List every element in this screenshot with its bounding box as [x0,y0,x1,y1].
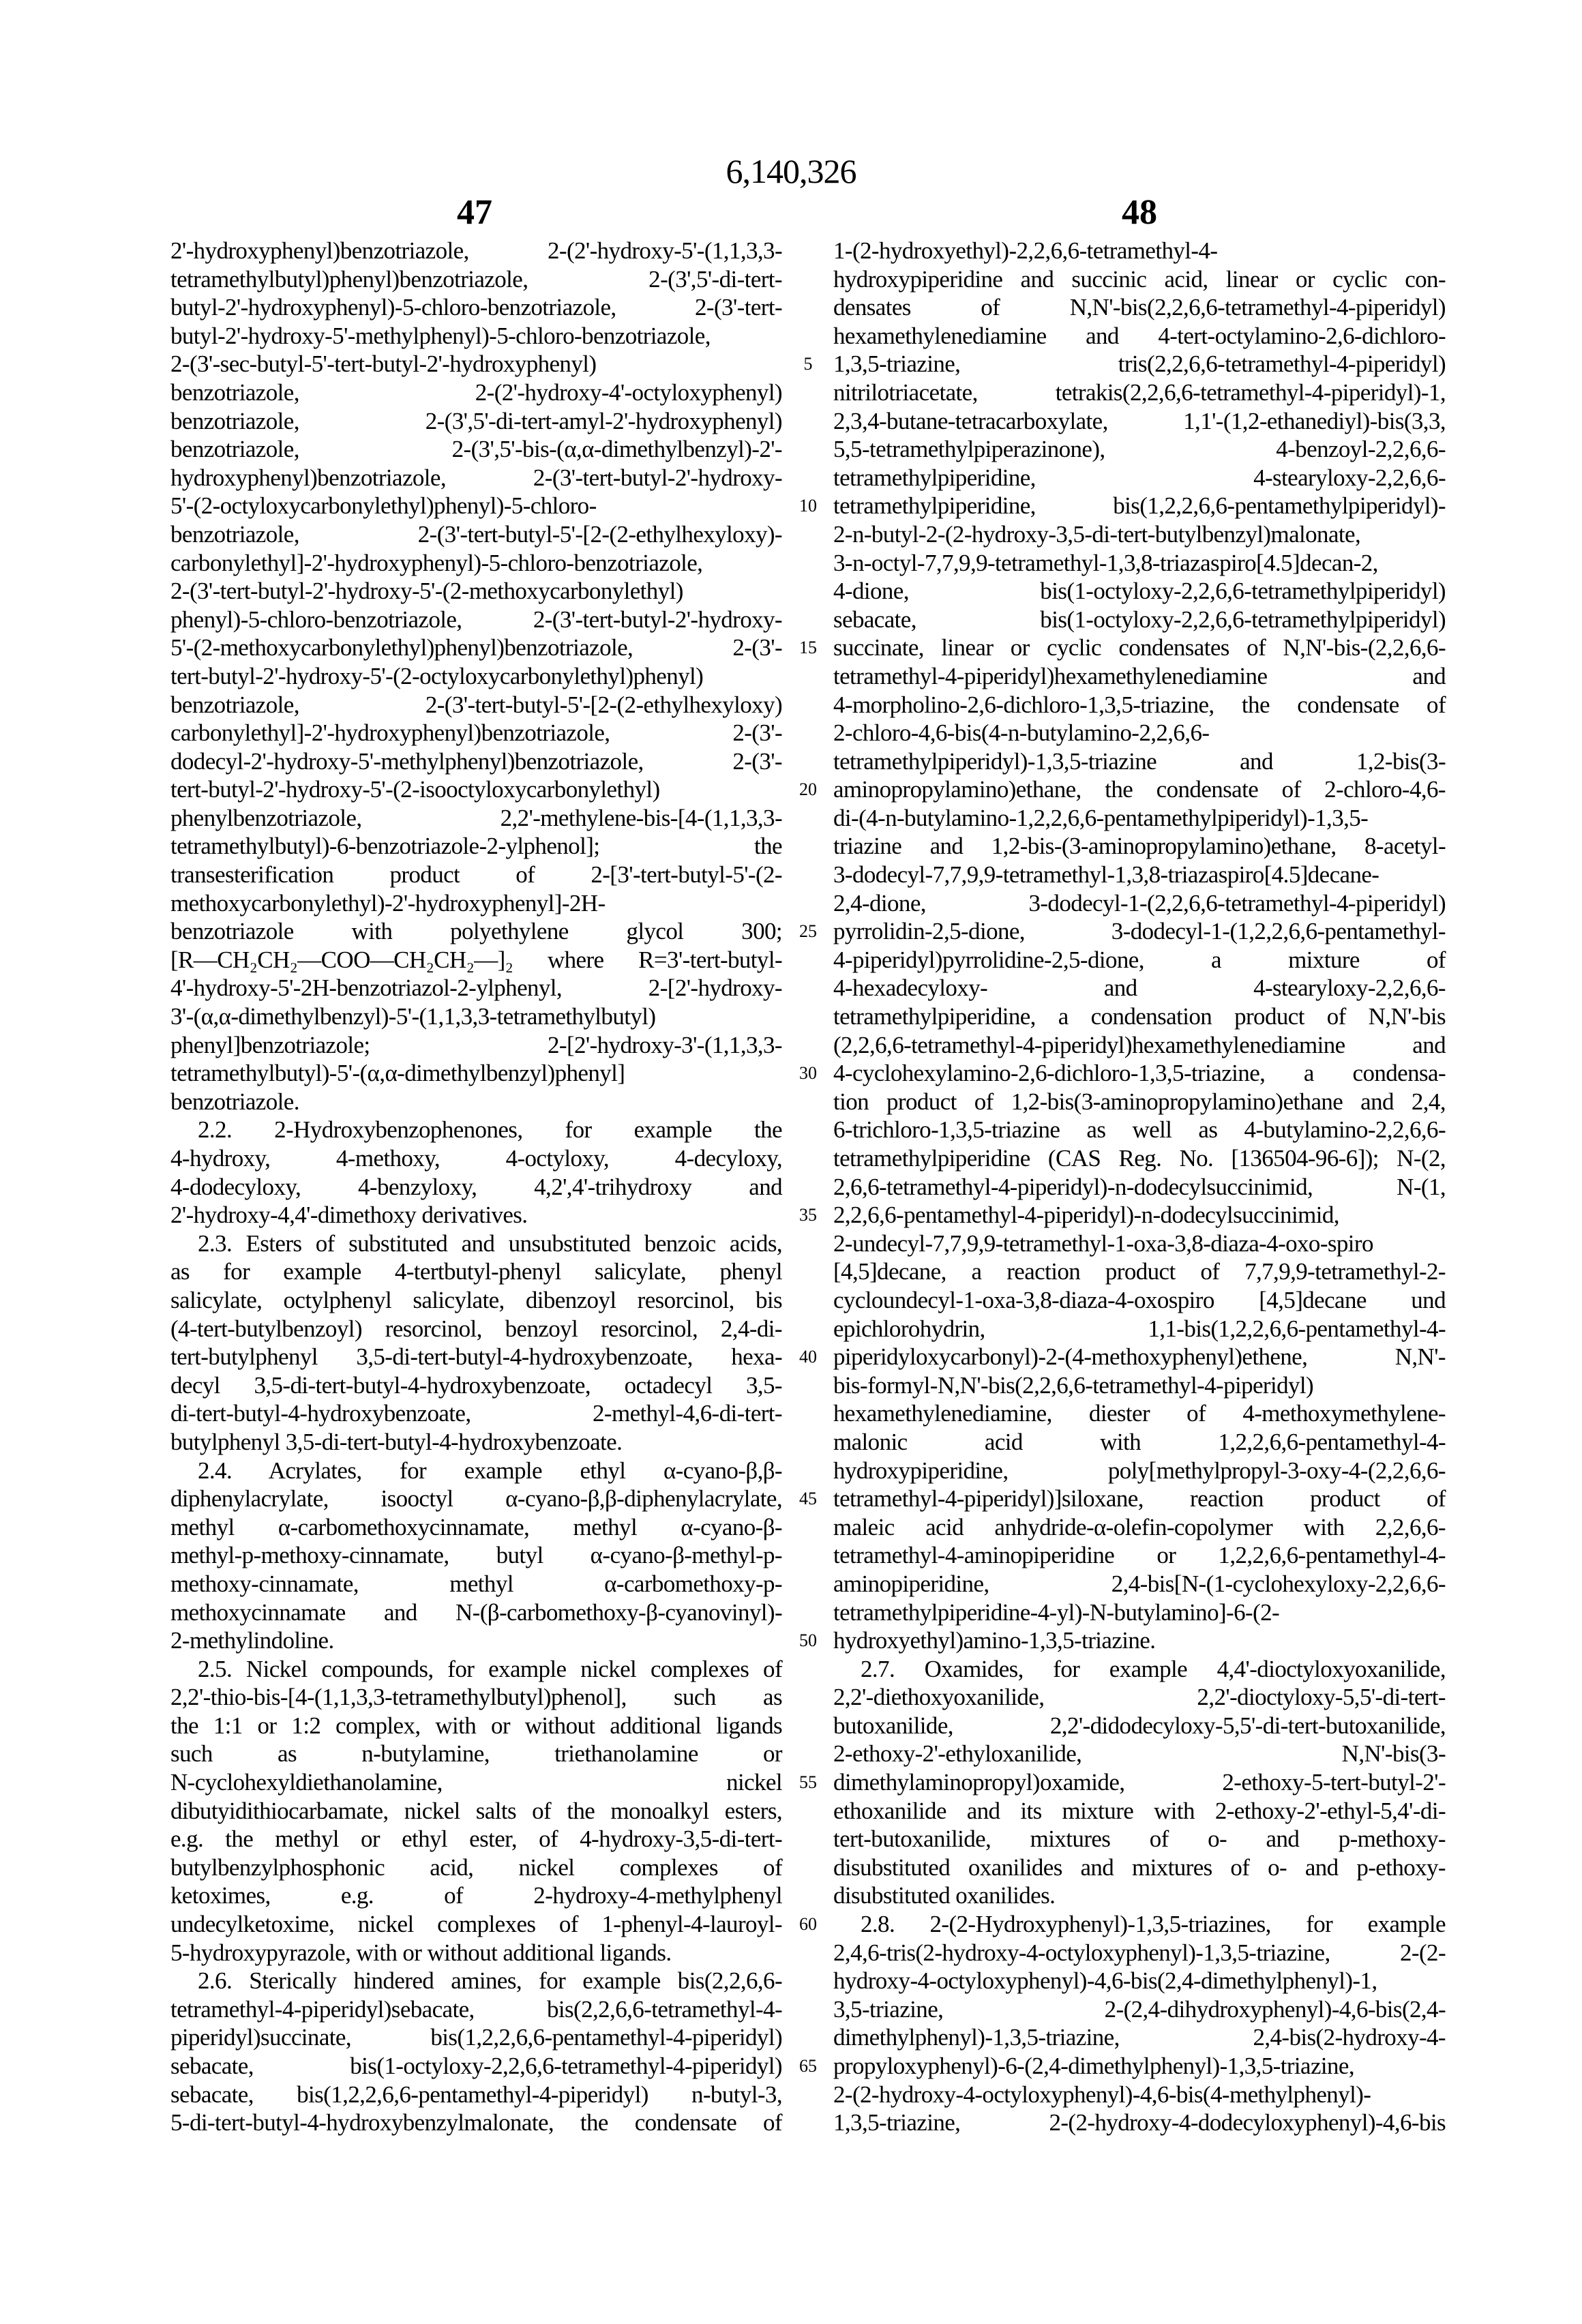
text-line: 2,2'-diethoxyoxanilide, 2,2'-dioctyloxy-5,5'-di-tert- [833,1683,1446,1712]
text-line: 2.7. Oxamides, for example 4,4'-dioctyloxyoxanilide, [833,1655,1446,1684]
text-line: methyl α-carbomethoxycinnamate, methyl α-cyano-β- [170,1513,782,1542]
text-line: di-tert-butyl-4-hydroxybenzoate, 2-methyl-4,6-di-tert- [170,1399,782,1428]
text-line: disubstituted oxanilides. [833,1881,1446,1910]
text-line: tetramethylbutyl)-6-benzotriazole-2-ylphenol]; the [170,832,782,861]
text-line: 5-di-tert-butyl-4-hydroxybenzylmalonate, the condensate of [170,2109,782,2137]
text-line: butylbenzylphosphonic acid, nickel complexes of [170,1853,782,1882]
text-line: tetramethylpiperidine, a condensation product of N,N'-bis [833,1002,1446,1031]
line-number: 25 [791,917,825,946]
text-line: hydroxyphenyl)benzotriazole, 2-(3'-tert-butyl-2'-hydroxy- [170,464,782,492]
text-line: 4-dodecyloxy, 4-benzyloxy, 4,2',4'-trihydroxy and [170,1173,782,1202]
line-number: 10 [791,492,825,520]
text-line: piperidyl)succinate, bis(1,2,2,6,6-pentamethyl-4-piperidyl) [170,2023,782,2052]
text-line: 2-ethoxy-2'-ethyloxanilide, N,N'-bis(3- [833,1740,1446,1768]
text-line: benzotriazole, 2-(3',5'-di-tert-amyl-2'-hydroxyphenyl) [170,407,782,436]
text-line: 2-undecyl-7,7,9,9-tetramethyl-1-oxa-3,8-diaza-4-oxo-spiro [833,1230,1446,1258]
text-line: 5-hydroxypyrazole, with or without additional ligands. [170,1939,782,1967]
text-line: aminopiperidine, 2,4-bis[N-(1-cyclohexyloxy-2,2,6,6- [833,1570,1446,1598]
text-line: tert-butyl-2'-hydroxy-5'-(2-isooctyloxycarbonylethyl) [170,775,782,804]
text-line: methoxycarbonylethyl)-2'-hydroxyphenyl]-2H- [170,889,782,918]
text-line: the 1:1 or 1:2 complex, with or without additional ligands [170,1712,782,1740]
text-line: tetramethyl-4-piperidyl)]siloxane, reaction product of [833,1485,1446,1513]
text-line: 2-(2-hydroxy-4-octyloxyphenyl)-4,6-bis(4-methylphenyl)- [833,2081,1446,2109]
patent-number: 6,140,326 [0,151,1582,191]
text-line: hydroxypiperidine, poly[methylpropyl-3-oxy-4-(2,2,6,6- [833,1457,1446,1485]
text-line: 2,6,6-tetramethyl-4-piperidyl)-n-dodecylsuccinimid, N-(1, [833,1173,1446,1202]
text-line: densates of N,N'-bis(2,2,6,6-tetramethyl-4-piperidyl) [833,293,1446,322]
text-line: methoxycinnamate and N-(β-carbomethoxy-β-cyanovinyl)- [170,1598,782,1627]
text-line: butyl-2'-hydroxyphenyl)-5-chloro-benzotriazole, 2-(3'-tert- [170,293,782,322]
text-line: 2,2'-thio-bis-[4-(1,1,3,3-tetramethylbutyl)phenol], such as [170,1683,782,1712]
text-line: sebacate, bis(1-octyloxy-2,2,6,6-tetramethyl-4-piperidyl) [170,2052,782,2081]
text-line: hexamethylenediamine, diester of 4-methoxymethylene- [833,1399,1446,1428]
text-line: tetramethylpiperidine, bis(1,2,2,6,6-pentamethylpiperidyl)- [833,492,1446,520]
text-line: 2'-hydroxyphenyl)benzotriazole, 2-(2'-hydroxy-5'-(1,1,3,3- [170,237,782,265]
text-line: butyl-2'-hydroxy-5'-methylphenyl)-5-chloro-benzotriazole, [170,322,782,351]
text-line: tetramethylpiperidyl)-1,3,5-triazine and 1,2-bis(3- [833,747,1446,776]
text-line: 6-trichloro-1,3,5-triazine as well as 4-butylamino-2,2,6,6- [833,1116,1446,1144]
text-line: diphenylacrylate, isooctyl α-cyano-β,β-diphenylacrylate, [170,1485,782,1513]
text-line: tetramethylpiperidine-4-yl)-N-butylamino]-6-(2- [833,1598,1446,1627]
text-line: sebacate, bis(1,2,2,6,6-pentamethyl-4-piperidyl) n-butyl-3, [170,2081,782,2109]
text-line: dimethylphenyl)-1,3,5-triazine, 2,4-bis(2-hydroxy-4- [833,2023,1446,2052]
text-line: benzotriazole, 2-(3',5'-bis-(α,α-dimethylbenzyl)-2'- [170,435,782,464]
text-line: such as n-butylamine, triethanolamine or [170,1740,782,1768]
text-line: hydroxypiperidine and succinic acid, linear or cyclic con- [833,265,1446,294]
text-line: 1,3,5-triazine, 2-(2-hydroxy-4-dodecyloxyphenyl)-4,6-bis [833,2109,1446,2137]
text-line: 2,4-dione, 3-dodecyl-1-(2,2,6,6-tetramethyl-4-piperidyl) [833,889,1446,918]
line-number: 40 [791,1343,825,1371]
column-number-left: 47 [406,192,543,233]
text-line: carbonylethyl]-2'-hydroxyphenyl)-5-chloro-benzotriazole, [170,549,782,578]
text-line: tetramethylpiperidine, 4-stearyloxy-2,2,6,6- [833,464,1446,492]
line-number: 65 [791,2052,825,2081]
text-line: nitrilotriacetate, tetrakis(2,2,6,6-tetramethyl-4-piperidyl)-1, [833,378,1446,407]
text-line: benzotriazole with polyethylene glycol 300; [170,917,782,946]
text-line: 2-(3'-sec-butyl-5'-tert-butyl-2'-hydroxyphenyl) [170,350,782,378]
text-line: 3-n-octyl-7,7,9,9-tetramethyl-1,3,8-triazaspiro[4.5]decan-2, [833,549,1446,578]
text-line: tetramethylbutyl)phenyl)benzotriazole, 2-(3',5'-di-tert- [170,265,782,294]
text-line: dibutyidithiocarbamate, nickel salts of the monoalkyl esters, [170,1797,782,1826]
text-line: benzotriazole, 2-(3'-tert-butyl-5'-[2-(2-ethylhexyloxy)- [170,520,782,549]
text-line: 3,5-triazine, 2-(2,4-dihydroxyphenyl)-4,6-bis(2,4- [833,1995,1446,2024]
text-line: methoxy-cinnamate, methyl α-carbomethoxy-p- [170,1570,782,1598]
text-line: 2-(3'-tert-butyl-2'-hydroxy-5'-(2-methoxycarbonylethyl) [170,577,782,606]
text-line: epichlorohydrin, 1,1-bis(1,2,2,6,6-pentamethyl-4- [833,1315,1446,1343]
line-number: 5 [791,350,825,378]
text-line: tetramethyl-4-aminopiperidine or 1,2,2,6,6-pentamethyl-4- [833,1541,1446,1570]
text-line: 2.5. Nickel compounds, for example nickel complexes of [170,1655,782,1684]
text-line: 2.3. Esters of substituted and unsubstituted benzoic acids, [170,1230,782,1258]
text-line: 3'-(α,α-dimethylbenzyl)-5'-(1,1,3,3-tetramethylbutyl) [170,1002,782,1031]
text-line: pyrrolidin-2,5-dione, 3-dodecyl-1-(1,2,2,6,6-pentamethyl- [833,917,1446,946]
text-line: methyl-p-methoxy-cinnamate, butyl α-cyano-β-methyl-p- [170,1541,782,1570]
text-line: salicylate, octylphenyl salicylate, dibenzoyl resorcinol, bis [170,1286,782,1315]
text-line: di-(4-n-butylamino-1,2,2,6,6-pentamethylpiperidyl)-1,3,5- [833,804,1446,833]
text-line: tetramethylpiperidine (CAS Reg. No. [136504-96-6]); N-(2, [833,1144,1446,1173]
text-line: malonic acid with 1,2,2,6,6-pentamethyl-4- [833,1428,1446,1457]
text-line: 2,4,6-tris(2-hydroxy-4-octyloxyphenyl)-1,3,5-triazine, 2-(2- [833,1939,1446,1967]
text-line: phenyl)-5-chloro-benzotriazole, 2-(3'-tert-butyl-2'-hydroxy- [170,606,782,634]
text-line: hydroxy-4-octyloxyphenyl)-4,6-bis(2,4-dimethylphenyl)-1, [833,1967,1446,1995]
text-line: piperidyloxycarbonyl)-2-(4-methoxyphenyl)ethene, N,N'- [833,1343,1446,1371]
text-line: tert-butylphenyl 3,5-di-tert-butyl-4-hydroxybenzoate, hexa- [170,1343,782,1371]
line-number: 30 [791,1059,825,1088]
text-line: [4,5]decane, a reaction product of 7,7,9,9-tetramethyl-2- [833,1257,1446,1286]
text-line: 2,2,6,6-pentamethyl-4-piperidyl)-n-dodecylsuccinimid, [833,1201,1446,1230]
text-line: dimethylaminopropyl)oxamide, 2-ethoxy-5-tert-butyl-2'- [833,1768,1446,1797]
line-number: 60 [791,1910,825,1939]
text-line: undecylketoxime, nickel complexes of 1-phenyl-4-lauroyl- [170,1910,782,1939]
text-line: e.g. the methyl or ethyl ester, of 4-hydroxy-3,5-di-tert- [170,1825,782,1853]
text-line: tert-butyl-2'-hydroxy-5'-(2-octyloxycarbonylethyl)phenyl) [170,662,782,691]
text-line: 5'-(2-methoxycarbonylethyl)phenyl)benzotriazole, 2-(3'- [170,634,782,662]
text-line: tion product of 1,2-bis(3-aminopropylamino)ethane and 2,4, [833,1088,1446,1116]
text-line: 4-hydroxy, 4-methoxy, 4-octyloxy, 4-decyloxy, [170,1144,782,1173]
text-line: (4-tert-butylbenzoyl) resorcinol, benzoyl resorcinol, 2,4-di- [170,1315,782,1343]
text-line: bis-formyl-N,N'-bis(2,2,6,6-tetramethyl-4-piperidyl) [833,1371,1446,1400]
right-text-column [833,237,1446,2137]
text-line: phenyl]benzotriazole; 2-[2'-hydroxy-3'-(1,1,3,3- [170,1031,782,1060]
text-line: 2.6. Sterically hindered amines, for example bis(2,2,6,6- [170,1967,782,1995]
text-line: 2.2. 2-Hydroxybenzophenones, for example the [170,1116,782,1144]
text-line: tetramethyl-4-piperidyl)hexamethylenediamine and [833,662,1446,691]
text-line: 2-methylindoline. [170,1626,782,1655]
text-line: benzotriazole, 2-(2'-hydroxy-4'-octyloxyphenyl) [170,378,782,407]
text-line: butylphenyl 3,5-di-tert-butyl-4-hydroxybenzoate. [170,1428,782,1457]
text-line: 2'-hydroxy-4,4'-dimethoxy derivatives. [170,1201,782,1230]
text-line: aminopropylamino)ethane, the condensate of 2-chloro-4,6- [833,775,1446,804]
text-line: tetramethyl-4-piperidyl)sebacate, bis(2,2,6,6-tetramethyl-4- [170,1995,782,2024]
text-line: ketoximes, e.g. of 2-hydroxy-4-methylphenyl [170,1881,782,1910]
text-line: sebacate, bis(1-octyloxy-2,2,6,6-tetramethylpiperidyl) [833,606,1446,634]
text-line: hexamethylenediamine and 4-tert-octylamino-2,6-dichloro- [833,322,1446,351]
text-line: 3-dodecyl-7,7,9,9-tetramethyl-1,3,8-triazaspiro[4.5]decane- [833,861,1446,889]
text-line: 2,3,4-butane-tetracarboxylate, 1,1'-(1,2-ethanediyl)-bis(3,3, [833,407,1446,436]
text-line: 4-piperidyl)pyrrolidine-2,5-dione, a mixture of [833,946,1446,974]
text-line: phenylbenzotriazole, 2,2'-methylene-bis-[4-(1,1,3,3- [170,804,782,833]
text-line: disubstituted oxanilides and mixtures of o- and p-ethoxy- [833,1853,1446,1882]
text-line: 1,3,5-triazine, tris(2,2,6,6-tetramethyl-4-piperidyl) [833,350,1446,378]
text-line: 1-(2-hydroxyethyl)-2,2,6,6-tetramethyl-4- [833,237,1446,265]
line-number: 15 [791,634,825,662]
text-line: 4-morpholino-2,6-dichloro-1,3,5-triazine, the condensate of [833,691,1446,719]
text-line: propyloxyphenyl)-6-(2,4-dimethylphenyl)-1,3,5-triazine, [833,2052,1446,2081]
column-number-right: 48 [1071,192,1208,233]
left-text-column [170,237,782,2137]
text-line: (2,2,6,6-tetramethyl-4-piperidyl)hexamethylenediamine and [833,1031,1446,1060]
text-line: 2.4. Acrylates, for example ethyl α-cyano-β,β- [170,1457,782,1485]
text-line: 4-hexadecyloxy- and 4-stearyloxy-2,2,6,6- [833,974,1446,1002]
text-line: ethoxanilide and its mixture with 2-ethoxy-2'-ethyl-5,4'-di- [833,1797,1446,1826]
text-line: 4'-hydroxy-5'-2H-benzotriazol-2-ylphenyl, 2-[2'-hydroxy- [170,974,782,1002]
text-line: N-cyclohexyldiethanolamine, nickel [170,1768,782,1797]
text-line: butoxanilide, 2,2'-didodecyloxy-5,5'-di-tert-butoxanilide, [833,1712,1446,1740]
text-line: benzotriazole, 2-(3'-tert-butyl-5'-[2-(2-ethylhexyloxy) [170,691,782,719]
text-line: 2-chloro-4,6-bis(4-n-butylamino-2,2,6,6- [833,719,1446,747]
text-line: dodecyl-2'-hydroxy-5'-methylphenyl)benzotriazole, 2-(3'- [170,747,782,776]
line-number: 35 [791,1201,825,1230]
text-line: succinate, linear or cyclic condensates of N,N'-bis-(2,2,6,6- [833,634,1446,662]
text-line: 4-cyclohexylamino-2,6-dichloro-1,3,5-triazine, a condensa- [833,1059,1446,1088]
line-number: 55 [791,1768,825,1797]
text-line: cycloundecyl-1-oxa-3,8-diaza-4-oxospiro [4,5]decane und [833,1286,1446,1315]
text-line: 4-dione, bis(1-octyloxy-2,2,6,6-tetramethylpiperidyl) [833,577,1446,606]
text-line: as for example 4-tertbutyl-phenyl salicylate, phenyl [170,1257,782,1286]
text-line: tetramethylbutyl)-5'-(α,α-dimethylbenzyl)phenyl] [170,1059,782,1088]
text-line: 5'-(2-octyloxycarbonylethyl)phenyl)-5-chloro- [170,492,782,520]
text-line: maleic acid anhydride-α-olefin-copolymer with 2,2,6,6- [833,1513,1446,1542]
text-line: hydroxyethyl)amino-1,3,5-triazine. [833,1626,1446,1655]
line-number: 45 [791,1485,825,1513]
text-line: 5,5-tetramethylpiperazinone), 4-benzoyl-2,2,6,6- [833,435,1446,464]
line-number: 50 [791,1626,825,1655]
text-line: benzotriazole. [170,1088,782,1116]
text-line: transesterification product of 2-[3'-tert-butyl-5'-(2- [170,861,782,889]
text-line: tert-butoxanilide, mixtures of o- and p-methoxy- [833,1825,1446,1853]
text-line: triazine and 1,2-bis-(3-aminopropylamino)ethane, 8-acetyl- [833,832,1446,861]
text-line: 2-n-butyl-2-(2-hydroxy-3,5-di-tert-butylbenzyl)malonate, [833,520,1446,549]
text-line: [R—CH₂CH₂—COO—CH₂CH₂—]₂ where R=3'-tert-butyl- [170,946,782,974]
line-number: 20 [791,775,825,804]
text-line: decyl 3,5-di-tert-butyl-4-hydroxybenzoate, octadecyl 3,5- [170,1371,782,1400]
text-line: carbonylethyl]-2'-hydroxyphenyl)benzotriazole, 2-(3'- [170,719,782,747]
text-line: 2.8. 2-(2-Hydroxyphenyl)-1,3,5-triazines, for example [833,1910,1446,1939]
